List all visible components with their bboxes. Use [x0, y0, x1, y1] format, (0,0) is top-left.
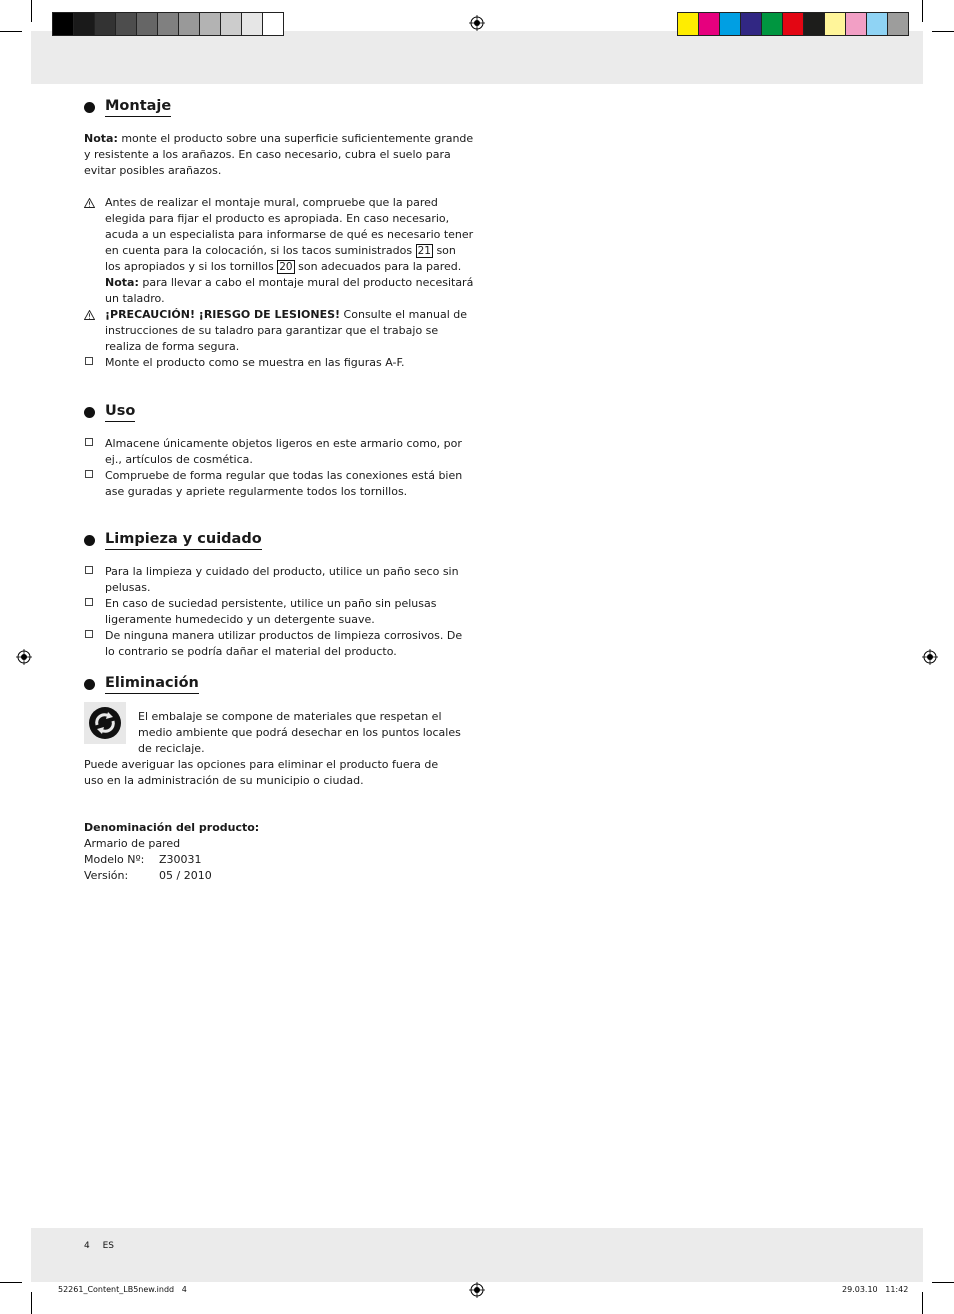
version-row: [84, 868, 474, 884]
section-title: Limpieza y cuidado: [105, 530, 262, 550]
color-swatch: [116, 13, 137, 35]
note-text: para llevar a cabo el montaje mural del producto necesitará un taladro.: [105, 276, 474, 305]
color-swatch: [825, 13, 846, 35]
disposal-paragraph: Puede averiguar las opciones para eliminar el producto fuera de uso en la administración de su municipio o ciudad.: [84, 758, 439, 787]
color-swatch: [846, 13, 867, 35]
color-swatch: [200, 13, 221, 35]
part-number-badge: 20: [279, 261, 293, 273]
product-heading: Denominación del producto:: [84, 821, 260, 834]
color-swatch: [741, 13, 762, 35]
part-number-badge: 21: [417, 245, 431, 257]
list-item: [84, 596, 474, 628]
color-swatch: [242, 13, 263, 35]
crop-mark: [932, 1282, 954, 1283]
model-value: Z30031: [159, 853, 202, 866]
bullet-dot-icon: [84, 679, 95, 690]
language-code: ES: [102, 1241, 115, 1251]
list-item: [84, 355, 474, 371]
process-swatch-strip: [677, 12, 909, 36]
list-item: [84, 628, 474, 660]
warning-text: Antes de realizar el montaje mural, compruebe que la pared elegida para fijar el producto es apropiada. En caso necesario, acuda a un especialista para informarse de qué es necesario tener en cuenta para la colocación, si los tacos suministrados: [105, 196, 474, 257]
color-swatch: [158, 13, 179, 35]
list-item-text: En caso de suciedad persistente, utilice un paño sin pelusas ligeramente humedecido y un detergente suave.: [105, 597, 437, 626]
crop-mark: [922, 0, 923, 22]
color-swatch: [867, 13, 888, 35]
color-swatch: [804, 13, 825, 35]
header-band: [31, 31, 923, 84]
warning-triangle-icon: [84, 307, 98, 323]
bullet-dot-icon: [84, 407, 95, 418]
bullet-dot-icon: [84, 102, 95, 113]
color-swatch: [221, 13, 242, 35]
registration-mark-icon: [16, 649, 32, 665]
color-swatch: [720, 13, 741, 35]
montaje-note: [84, 131, 474, 179]
color-swatch: [699, 13, 720, 35]
checkbox-square-icon: [84, 564, 98, 580]
color-swatch: [678, 13, 699, 35]
list-item-text: Para la limpieza y cuidado del producto, utilice un paño seco sin pelusas.: [105, 565, 459, 594]
warning-item: [84, 307, 474, 355]
color-swatch: [179, 13, 200, 35]
warning-text: Consulte el manual de instrucciones de su taladro para garantizar que el trabajo se realiza de forma segura.: [105, 308, 468, 353]
color-swatch: [95, 13, 116, 35]
montaje-instructions: [84, 195, 474, 371]
crop-mark: [31, 1292, 32, 1314]
registration-mark-icon: [469, 1282, 485, 1298]
list-item: [84, 564, 474, 596]
disposal-text: [84, 757, 454, 789]
page-number: [84, 1241, 114, 1251]
note-label: Nota:: [84, 132, 118, 145]
checkbox-square-icon: [84, 628, 98, 644]
list-item-text: De ninguna manera utilizar productos de limpieza corrosivos. De lo contrario se podría dañar el material del producto.: [105, 629, 463, 658]
packaging-paragraph: El embalaje se compone de materiales que respetan el medio ambiente que podrá desechar en los puntos locales de reciclaje.: [138, 710, 461, 755]
version-value: 05 / 2010: [159, 869, 212, 882]
checkbox-square-icon: [84, 436, 98, 452]
warning-triangle-icon: [84, 195, 98, 211]
note-text: monte el producto sobre una superficie suficientemente grande y resistente a los arañazos. En caso necesario, cubra el suelo para evitar posibles arañazos.: [84, 132, 474, 177]
crop-mark: [932, 31, 954, 32]
color-swatch: [762, 13, 783, 35]
step-text: Monte el producto como se muestra en las figuras A-F.: [105, 356, 405, 369]
version-label: Versión:: [84, 869, 129, 882]
crop-mark: [0, 1282, 22, 1283]
color-swatch: [783, 13, 804, 35]
recycling-symbol-icon: [84, 702, 126, 744]
section-title: Uso: [105, 402, 135, 422]
warning-item: [84, 195, 474, 307]
packaging-text: [138, 709, 468, 757]
crop-mark: [922, 1292, 923, 1314]
page-number-text: 4: [84, 1241, 90, 1251]
section-heading-uso: [84, 402, 135, 422]
warning-text: son adecuados para la pared.: [294, 260, 462, 273]
checkbox-square-icon: [84, 468, 98, 484]
product-name: Armario de pared: [84, 837, 181, 850]
color-swatch: [137, 13, 158, 35]
section-title: Eliminación: [105, 674, 199, 694]
product-info: [84, 820, 474, 884]
limpieza-list: [84, 564, 474, 660]
checkbox-square-icon: [84, 355, 98, 371]
footer-band: [31, 1228, 923, 1282]
registration-mark-icon: [922, 649, 938, 665]
color-swatch: [263, 13, 283, 35]
section-title: Montaje: [105, 97, 171, 117]
color-swatch: [53, 13, 74, 35]
caution-label: ¡PRECAUCIÓN! ¡RIESGO DE LESIONES!: [105, 308, 341, 321]
warning-text: son los apropiados y si los tornillos: [105, 244, 456, 273]
registration-mark-icon: [469, 15, 485, 31]
list-item: [84, 436, 474, 468]
list-item-text: Almacene únicamente objetos ligeros en este armario como, por ej., artículos de cosmética.: [105, 437, 462, 466]
color-swatch: [74, 13, 95, 35]
section-heading-eliminacion: [84, 674, 199, 694]
section-heading-montaje: [84, 97, 171, 117]
model-row: [84, 852, 474, 868]
uso-list: [84, 436, 474, 500]
model-label: Modelo Nº:: [84, 853, 145, 866]
crop-mark: [0, 31, 22, 32]
gray-swatch-strip: [52, 12, 284, 36]
list-item-text: Compruebe de forma regular que todas las conexiones está bien ase guradas y apriete regularmente todos los tornillos.: [105, 469, 463, 498]
checkbox-square-icon: [84, 596, 98, 612]
crop-mark: [31, 0, 32, 22]
section-heading-limpieza: [84, 530, 262, 550]
file-slug: 52261_Content_LB5new.indd 4: [58, 1285, 187, 1294]
list-item: [84, 468, 474, 500]
note-label: Nota:: [105, 276, 139, 289]
bullet-dot-icon: [84, 535, 95, 546]
color-swatch: [888, 13, 908, 35]
print-timestamp: 29.03.10 11:42: [842, 1285, 909, 1294]
